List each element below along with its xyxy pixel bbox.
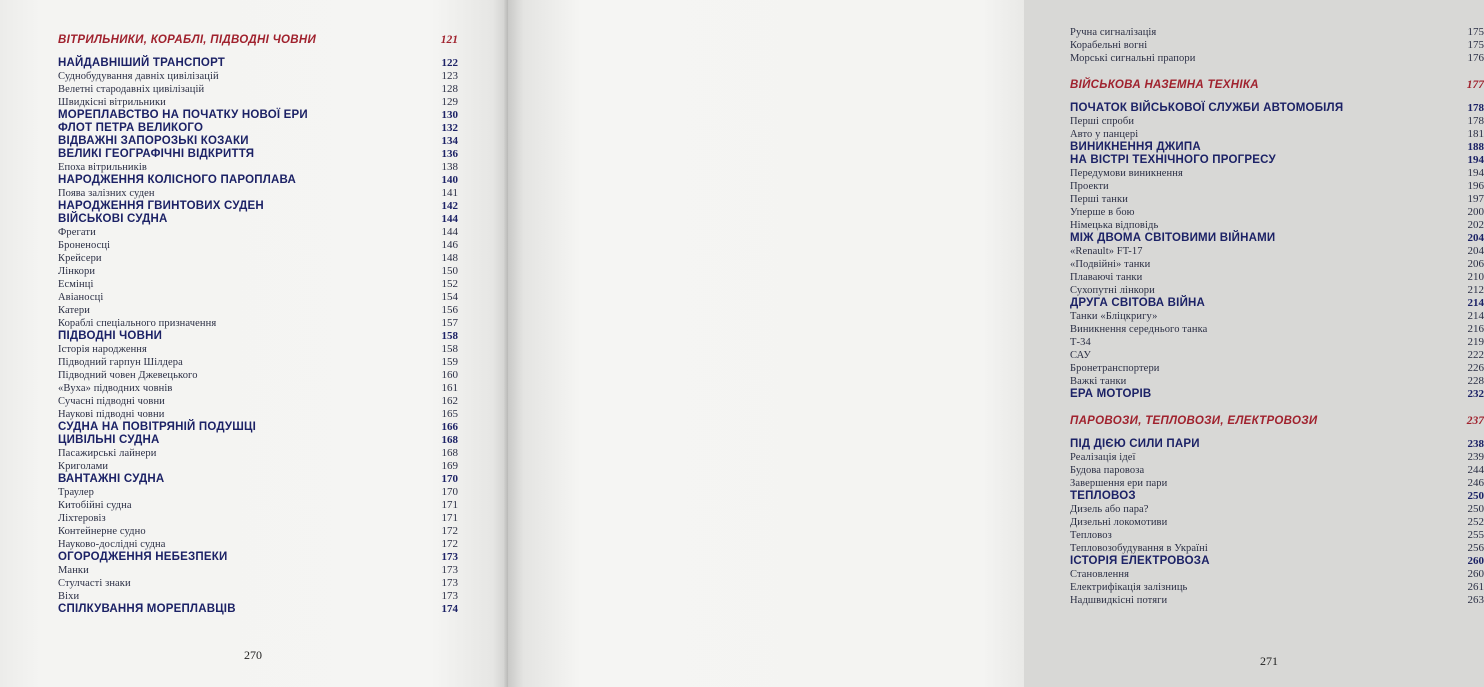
toc-entry-page-number: 172 [441, 538, 458, 550]
toc-entry-page-number: 171 [441, 512, 458, 524]
toc-entry-page-number: 169 [441, 460, 458, 472]
toc-subentry [58, 239, 458, 252]
toc-entry-title: «Renault» FT-17 [1070, 246, 1143, 257]
toc-entry-page-number: 172 [441, 525, 458, 537]
toc-entry-page-number: 204 [1467, 232, 1484, 244]
toc-entry-title: ДРУГА СВІТОВА ВІЙНА [1070, 297, 1206, 309]
toc-chapter-entry [58, 200, 458, 213]
toc-entry-title: ФЛОТ ПЕТРА ВЕЛИКОГО [58, 122, 204, 134]
toc-subentry [58, 408, 458, 421]
toc-entry-title: Епоха вітрильників [58, 162, 147, 173]
toc-entry-page-number: 194 [1467, 167, 1484, 179]
toc-subentry [1070, 516, 1484, 529]
toc-subentry [58, 161, 458, 174]
toc-chapter-entry [1070, 388, 1484, 401]
toc-entry-page-number: 122 [441, 57, 458, 69]
toc-chapter-entry [58, 473, 458, 486]
toc-entry-title: ОГОРОДЖЕННЯ НЕБЕЗПЕКИ [58, 551, 228, 563]
toc-entry-page-number: 250 [1467, 490, 1484, 502]
toc-entry-title: Траулер [58, 487, 95, 498]
toc-subentry [58, 395, 458, 408]
toc-subentry [58, 525, 458, 538]
toc-entry-title: Контейнерне судно [58, 526, 146, 537]
right-page [508, 0, 1484, 687]
toc-entry-page-number: 173 [441, 590, 458, 602]
toc-entry-page-number: 216 [1467, 323, 1484, 335]
toc-entry-title: Бронетранспортери [1070, 363, 1160, 374]
toc-entry-title: Манки [58, 565, 89, 576]
toc-subentry [58, 226, 458, 239]
left-page [0, 0, 508, 687]
toc-chapter-entry [58, 551, 458, 564]
toc-subentry [58, 317, 458, 330]
toc-subentry [1070, 52, 1484, 65]
toc-subentry [1070, 39, 1484, 52]
toc-entry-page-number: 142 [441, 200, 458, 212]
toc-entry-page-number: 158 [441, 343, 458, 355]
toc-entry-title: НАЙДАВНІШИЙ ТРАНСПОРТ [58, 57, 226, 69]
toc-entry-title: Тепловоз [1070, 530, 1112, 541]
toc-entry-page-number: 170 [441, 473, 458, 485]
toc-chapter-entry [1070, 141, 1484, 154]
toc-entry-title: Лінкори [58, 266, 96, 277]
toc-entry-title: ПОЧАТОК ВІЙСЬКОВОЇ СЛУЖБИ АВТОМОБІЛЯ [1070, 102, 1344, 114]
toc-entry-page-number: 260 [1467, 555, 1484, 567]
toc-entry-page-number: 161 [441, 382, 458, 394]
toc-subentry [58, 291, 458, 304]
toc-entry-page-number: 176 [1467, 52, 1484, 64]
toc-entry-page-number: 250 [1467, 503, 1484, 515]
toc-entry-page-number: 144 [441, 213, 458, 225]
toc-chapter-entry [1070, 490, 1484, 503]
toc-entry-page-number: 162 [441, 395, 458, 407]
toc-entry-title: Дизель або пара? [1070, 504, 1149, 515]
toc-chapter-entry [58, 135, 458, 148]
toc-entry-page-number: 202 [1467, 219, 1484, 231]
toc-subentry [1070, 180, 1484, 193]
toc-entry-title: Т-34 [1070, 337, 1091, 348]
toc-entry-title: НА ВІСТРІ ТЕХНІЧНОГО ПРОГРЕСУ [1070, 154, 1276, 166]
toc-entry-title: Стулчасті знаки [58, 578, 131, 589]
toc-section-heading [1070, 79, 1484, 92]
toc-entry-title: Дизельні локомотиви [1070, 517, 1168, 528]
toc-subentry [1070, 477, 1484, 490]
toc-entry-page-number: 168 [441, 447, 458, 459]
toc-subentry [1070, 375, 1484, 388]
toc-entry-title: Перші спроби [1070, 116, 1135, 127]
toc-subentry [1070, 219, 1484, 232]
toc-subentry [1070, 271, 1484, 284]
toc-subentry [58, 252, 458, 265]
right-toc-list [1070, 26, 1484, 607]
toc-subentry [1070, 503, 1484, 516]
toc-entry-page-number: 138 [441, 161, 458, 173]
toc-entry-title: Історія народження [58, 344, 147, 355]
toc-entry-title: Авіаносці [58, 292, 104, 303]
toc-entry-page-number: 178 [1467, 115, 1484, 127]
toc-subentry [58, 70, 458, 83]
toc-subentry [1070, 542, 1484, 555]
toc-entry-title: НАРОДЖЕННЯ КОЛІСНОГО ПАРОПЛАВА [58, 174, 296, 186]
toc-entry-title: МОРЕПЛАВСТВО НА ПОЧАТКУ НОВОЇ ЕРИ [58, 109, 308, 121]
toc-entry-title: ЕРА МОТОРІВ [1070, 388, 1152, 400]
toc-entry-title: Важкі танки [1070, 376, 1127, 387]
toc-entry-title: СПІЛКУВАННЯ МОРЕПЛАВЦІВ [58, 603, 236, 615]
toc-entry-page-number: 260 [1467, 568, 1484, 580]
toc-entry-page-number: 197 [1467, 193, 1484, 205]
toc-subentry [58, 512, 458, 525]
toc-entry-page-number: 136 [441, 148, 458, 160]
toc-subentry [1070, 206, 1484, 219]
toc-chapter-entry [58, 109, 458, 122]
toc-entry-page-number: 214 [1467, 310, 1484, 322]
toc-chapter-entry [58, 174, 458, 187]
toc-entry-page-number: 175 [1467, 39, 1484, 51]
toc-entry-page-number: 173 [441, 564, 458, 576]
toc-subentry [1070, 310, 1484, 323]
toc-entry-title: Пасажирські лайнери [58, 448, 157, 459]
toc-subentry [58, 382, 458, 395]
toc-subentry [1070, 581, 1484, 594]
toc-entry-page-number: 188 [1467, 141, 1484, 153]
toc-entry-title: ТЕПЛОВОЗ [1070, 490, 1136, 502]
toc-entry-page-number: 263 [1467, 594, 1484, 606]
toc-entry-page-number: 212 [1467, 284, 1484, 296]
toc-entry-page-number: 132 [441, 122, 458, 134]
toc-entry-page-number: 171 [441, 499, 458, 511]
toc-entry-title: Тепловозобудування в Україні [1070, 543, 1208, 554]
toc-entry-title: Науково-дослідні судна [58, 539, 166, 550]
left-page-number: 270 [244, 648, 262, 662]
toc-entry-page-number: 128 [441, 83, 458, 95]
toc-entry-page-number: 148 [441, 252, 458, 264]
toc-entry-title: САУ [1070, 350, 1091, 361]
toc-entry-page-number: 226 [1467, 362, 1484, 374]
toc-entry-title: Перші танки [1070, 194, 1128, 205]
toc-entry-page-number: 123 [441, 70, 458, 82]
toc-entry-page-number: 238 [1467, 438, 1484, 450]
toc-subentry [58, 356, 458, 369]
toc-subentry [1070, 115, 1484, 128]
toc-entry-title: Наукові підводні човни [58, 409, 165, 420]
toc-entry-page-number: 173 [441, 577, 458, 589]
toc-entry-title: Віхи [58, 591, 80, 602]
toc-subentry [1070, 451, 1484, 464]
toc-entry-title: Есмінці [58, 279, 94, 290]
toc-subentry [1070, 26, 1484, 39]
toc-subentry [1070, 349, 1484, 362]
toc-entry-title: ВІЙСЬКОВА НАЗЕМНА ТЕХНІКА [1070, 79, 1259, 91]
toc-entry-title: Становлення [1070, 569, 1129, 580]
toc-subentry [58, 304, 458, 317]
toc-entry-title: ПІДВОДНІ ЧОВНИ [58, 330, 163, 342]
toc-subentry [1070, 245, 1484, 258]
toc-subentry [58, 564, 458, 577]
toc-chapter-entry [58, 213, 458, 226]
toc-entry-title: ВАНТАЖНІ СУДНА [58, 473, 165, 485]
toc-entry-title: Криголами [58, 461, 109, 472]
toc-entry-page-number: 158 [441, 330, 458, 342]
toc-section-heading [58, 34, 458, 47]
toc-entry-title: ВЕЛИКІ ГЕОГРАФІЧНІ ВІДКРИТТЯ [58, 148, 255, 160]
toc-entry-title: Уперше в бою [1070, 207, 1135, 218]
toc-entry-title: Броненосці [58, 240, 111, 251]
toc-subentry [58, 83, 458, 96]
toc-entry-title: Проекти [1070, 181, 1109, 192]
toc-entry-page-number: 255 [1467, 529, 1484, 541]
toc-entry-page-number: 146 [441, 239, 458, 251]
toc-entry-page-number: 196 [1467, 180, 1484, 192]
toc-chapter-entry [1070, 232, 1484, 245]
toc-entry-page-number: 256 [1467, 542, 1484, 554]
toc-entry-title: СУДНА НА ПОВІТРЯНІЙ ПОДУШЦІ [58, 421, 256, 433]
left-toc-list [58, 34, 458, 616]
toc-subentry [58, 369, 458, 382]
toc-entry-page-number: 237 [1466, 415, 1484, 427]
toc-entry-title: Катери [58, 305, 90, 316]
toc-entry-page-number: 156 [441, 304, 458, 316]
toc-entry-page-number: 154 [441, 291, 458, 303]
toc-entry-page-number: 239 [1467, 451, 1484, 463]
toc-subentry [58, 486, 458, 499]
toc-entry-title: Сухопутні лінкори [1070, 285, 1155, 296]
toc-entry-page-number: 173 [441, 551, 458, 563]
toc-entry-page-number: 134 [441, 135, 458, 147]
toc-entry-page-number: 210 [1467, 271, 1484, 283]
toc-entry-title: Ліхтеровіз [58, 513, 106, 524]
toc-entry-title: Корабельні вогні [1070, 40, 1148, 51]
toc-entry-page-number: 174 [441, 603, 458, 615]
toc-chapter-entry [58, 603, 458, 616]
toc-entry-page-number: 261 [1467, 581, 1484, 593]
toc-entry-page-number: 159 [441, 356, 458, 368]
toc-entry-page-number: 140 [441, 174, 458, 186]
toc-entry-title: Будова паровоза [1070, 465, 1145, 476]
toc-subentry [58, 265, 458, 278]
toc-chapter-entry [58, 122, 458, 135]
toc-entry-title: Кораблі спеціального призначення [58, 318, 217, 329]
toc-entry-title: ВІЙСЬКОВІ СУДНА [58, 213, 168, 225]
toc-entry-title: Ручна сигналізація [1070, 27, 1157, 38]
toc-entry-page-number: 152 [441, 278, 458, 290]
toc-entry-title: ВИНИКНЕННЯ ДЖИПА [1070, 141, 1201, 153]
toc-chapter-entry [58, 330, 458, 343]
toc-subentry [1070, 594, 1484, 607]
toc-entry-title: ЦИВІЛЬНІ СУДНА [58, 434, 160, 446]
toc-entry-page-number: 252 [1467, 516, 1484, 528]
toc-entry-title: Морські сигнальні прапори [1070, 53, 1196, 64]
toc-entry-title: Електрифікація залізниць [1070, 582, 1188, 593]
toc-entry-page-number: 214 [1467, 297, 1484, 309]
toc-subentry [1070, 336, 1484, 349]
toc-entry-title: ІСТОРІЯ ЕЛЕКТРОВОЗА [1070, 555, 1210, 567]
toc-entry-title: Велетні стародавніх цивілізацій [58, 84, 205, 95]
toc-subentry [1070, 284, 1484, 297]
toc-entry-title: Суднобудування давніх цивілізацій [58, 71, 219, 82]
toc-entry-page-number: 222 [1467, 349, 1484, 361]
toc-entry-page-number: 181 [1467, 128, 1484, 140]
right-page-number: 271 [1260, 654, 1278, 668]
toc-entry-title: Завершення ери пари [1070, 478, 1168, 489]
toc-entry-title: Надшвидкісні потяги [1070, 595, 1168, 606]
toc-chapter-entry [1070, 102, 1484, 115]
toc-subentry [1070, 258, 1484, 271]
toc-entry-title: Авто у панцері [1070, 129, 1139, 140]
toc-entry-page-number: 141 [441, 187, 458, 199]
toc-entry-title: Китобійні судна [58, 500, 132, 511]
toc-entry-page-number: 160 [441, 369, 458, 381]
toc-entry-page-number: 165 [441, 408, 458, 420]
toc-subentry [1070, 193, 1484, 206]
toc-entry-title: Фрегати [58, 227, 96, 238]
toc-entry-page-number: 246 [1467, 477, 1484, 489]
toc-entry-page-number: 206 [1467, 258, 1484, 270]
toc-subentry [58, 460, 458, 473]
toc-entry-page-number: 130 [441, 109, 458, 121]
toc-entry-page-number: 166 [441, 421, 458, 433]
toc-entry-title: ПІД ДІЄЮ СИЛИ ПАРИ [1070, 438, 1200, 450]
toc-chapter-entry [1070, 555, 1484, 568]
toc-entry-page-number: 175 [1467, 26, 1484, 38]
toc-chapter-entry [1070, 297, 1484, 310]
toc-entry-page-number: 168 [441, 434, 458, 446]
toc-entry-page-number: 157 [441, 317, 458, 329]
toc-entry-title: Плаваючі танки [1070, 272, 1143, 283]
toc-entry-page-number: 219 [1467, 336, 1484, 348]
toc-entry-page-number: 144 [441, 226, 458, 238]
toc-entry-title: Реалізація ідеї [1070, 452, 1136, 463]
toc-subentry [58, 447, 458, 460]
toc-entry-title: Передумови виникнення [1070, 168, 1183, 179]
toc-entry-title: МІЖ ДВОМА СВІТОВИМИ ВІЙНАМИ [1070, 232, 1276, 244]
toc-entry-title: Підводний човен Джевецького [58, 370, 198, 381]
toc-entry-page-number: 204 [1467, 245, 1484, 257]
toc-chapter-entry [58, 148, 458, 161]
toc-subentry [58, 278, 458, 291]
toc-entry-title: Сучасні підводні човни [58, 396, 165, 407]
toc-entry-page-number: 170 [441, 486, 458, 498]
toc-subentry [58, 577, 458, 590]
toc-entry-page-number: 150 [441, 265, 458, 277]
toc-entry-title: Крейсери [58, 253, 102, 264]
toc-entry-title: Поява залізних суден [58, 188, 155, 199]
toc-entry-title: Виникнення середнього танка [1070, 324, 1208, 335]
toc-subentry [58, 187, 458, 200]
toc-entry-title: Підводний гарпун Шілдера [58, 357, 183, 368]
toc-entry-title: «Подвійні» танки [1070, 259, 1151, 270]
toc-subentry [1070, 128, 1484, 141]
toc-entry-page-number: 129 [441, 96, 458, 108]
toc-entry-title: НАРОДЖЕННЯ ГВИНТОВИХ СУДЕН [58, 200, 264, 212]
toc-entry-title: ВІДВАЖНІ ЗАПОРОЗЬКІ КОЗАКИ [58, 135, 249, 147]
toc-entry-page-number: 177 [1466, 79, 1484, 91]
toc-chapter-entry [58, 421, 458, 434]
toc-subentry [1070, 167, 1484, 180]
toc-entry-page-number: 194 [1467, 154, 1484, 166]
toc-chapter-entry [58, 57, 458, 70]
toc-section-heading [1070, 415, 1484, 428]
toc-subentry [58, 538, 458, 551]
toc-entry-title: ВІТРИЛЬНИКИ, КОРАБЛІ, ПІДВОДНІ ЧОВНИ [58, 34, 317, 46]
toc-subentry [1070, 568, 1484, 581]
toc-entry-page-number: 200 [1467, 206, 1484, 218]
toc-entry-page-number: 178 [1467, 102, 1484, 114]
toc-entry-page-number: 228 [1467, 375, 1484, 387]
toc-entry-title: ПАРОВОЗИ, ТЕПЛОВОЗИ, ЕЛЕКТРОВОЗИ [1070, 415, 1318, 427]
toc-subentry [1070, 464, 1484, 477]
toc-entry-title: «Вуха» підводних човнів [58, 383, 173, 394]
toc-entry-title: Німецька відповідь [1070, 220, 1159, 231]
toc-subentry [1070, 362, 1484, 375]
toc-entry-title: Швидкісні вітрильники [58, 97, 166, 108]
toc-entry-page-number: 232 [1467, 388, 1484, 400]
toc-entry-page-number: 244 [1467, 464, 1484, 476]
toc-subentry [1070, 529, 1484, 542]
toc-subentry [58, 590, 458, 603]
toc-entry-title: Танки «Бліцкригу» [1070, 311, 1158, 322]
toc-entry-page-number: 121 [440, 34, 458, 46]
toc-chapter-entry [1070, 438, 1484, 451]
toc-subentry [58, 343, 458, 356]
toc-subentry [58, 96, 458, 109]
toc-chapter-entry [1070, 154, 1484, 167]
toc-chapter-entry [58, 434, 458, 447]
toc-subentry [58, 499, 458, 512]
toc-subentry [1070, 323, 1484, 336]
